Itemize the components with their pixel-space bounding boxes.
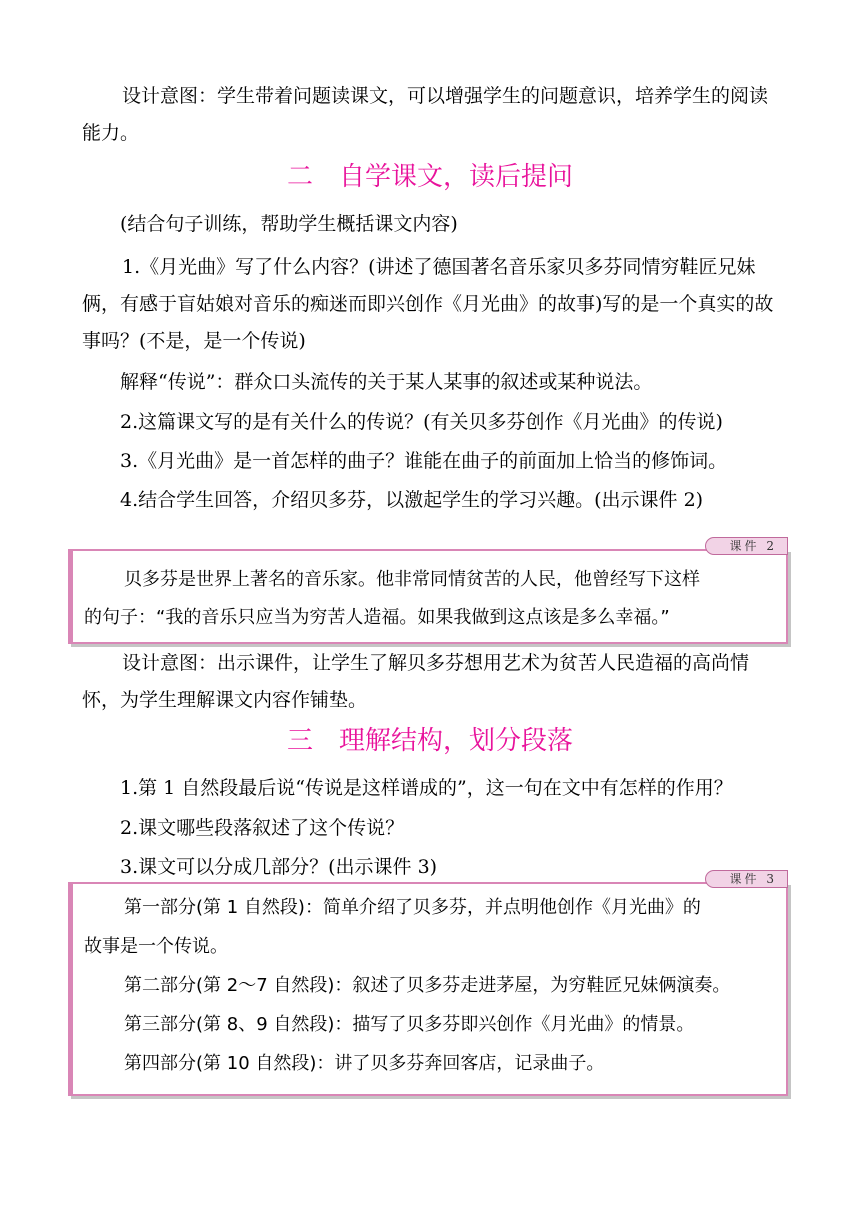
section-heading-3: 三 理解结构，划分段落 (286, 726, 573, 756)
question-1-paragraph: 1.《月光曲》写了什么内容？(讲述了德国著名音乐家贝多芬同情穷鞋匠兄妹俩，有感于盲姑娘对音乐的痴迷而即兴创作《月光曲》的故事)写的是一个真实的故事吗？(不是，是一个传说) (82, 256, 774, 352)
structure-question-1: 1.第 1 自然段最后说“传说是这样谱成的”，这一句在文中有怎样的作用？ (120, 777, 733, 799)
courseware-2-line: 的句子：“我的音乐只应当为穷苦人造福。如果我做到这点该是多么幸福。” (84, 607, 670, 628)
courseware-3-tag: 课件 3 (705, 870, 788, 888)
courseware-3-box (68, 872, 788, 1096)
question-2-paragraph: 2.这篇课文写的是有关什么的传说？(有关贝多芬创作《月光曲》的传说) (120, 411, 723, 433)
courseware-2-tag: 课件 2 (705, 537, 788, 555)
section-note: (结合句子训练，帮助学生概括课文内容) (120, 213, 458, 235)
courseware-3-line: 第二部分(第 2～7 自然段)：叙述了贝多芬走进茅屋，为穷鞋匠兄妹俩演奏。 (124, 975, 731, 996)
courseware-2-box (68, 539, 788, 644)
design-intent-paragraph: 设计意图：出示课件，让学生了解贝多芬想用艺术为贫苦人民造福的高尚情怀，为学生理解课文内容作铺垫。 (82, 652, 750, 711)
section-heading-2: 二 自学课文，读后提问 (286, 162, 573, 192)
question-4-paragraph: 4.结合学生回答，介绍贝多芬，以激起学生的学习兴趣。(出示课件 2) (120, 489, 704, 511)
structure-question-2: 2.课文哪些段落叙述了这个传说？ (120, 817, 405, 839)
structure-question-3: 3.课文可以分成几部分？(出示课件 3) (120, 856, 438, 878)
courseware-3-line: 第三部分(第 8、9 自然段)：描写了贝多芬即兴创作《月光曲》的情景。 (124, 1014, 695, 1035)
courseware-2-line: 贝多芬是世界上著名的音乐家。他非常同情贫苦的人民，他曾经写下这样 (124, 569, 700, 590)
explain-legend-paragraph: 解释“传说”：群众口头流传的关于某人某事的叙述或某种说法。 (120, 371, 653, 393)
courseware-3-line: 第四部分(第 10 自然段)：讲了贝多芬奔回客店，记录曲子。 (124, 1053, 605, 1074)
design-intent-paragraph: 设计意图：学生带着问题读课文，可以增强学生的问题意识，培养学生的阅读能力。 (82, 85, 769, 144)
courseware-3-line: 故事是一个传说。 (84, 936, 228, 957)
courseware-3-line: 第一部分(第 1 自然段)：简单介绍了贝多芬，并点明他创作《月光曲》的 (124, 897, 701, 918)
question-3-paragraph: 3.《月光曲》是一首怎样的曲子？谁能在曲子的前面加上恰当的修饰词。 (120, 450, 728, 472)
